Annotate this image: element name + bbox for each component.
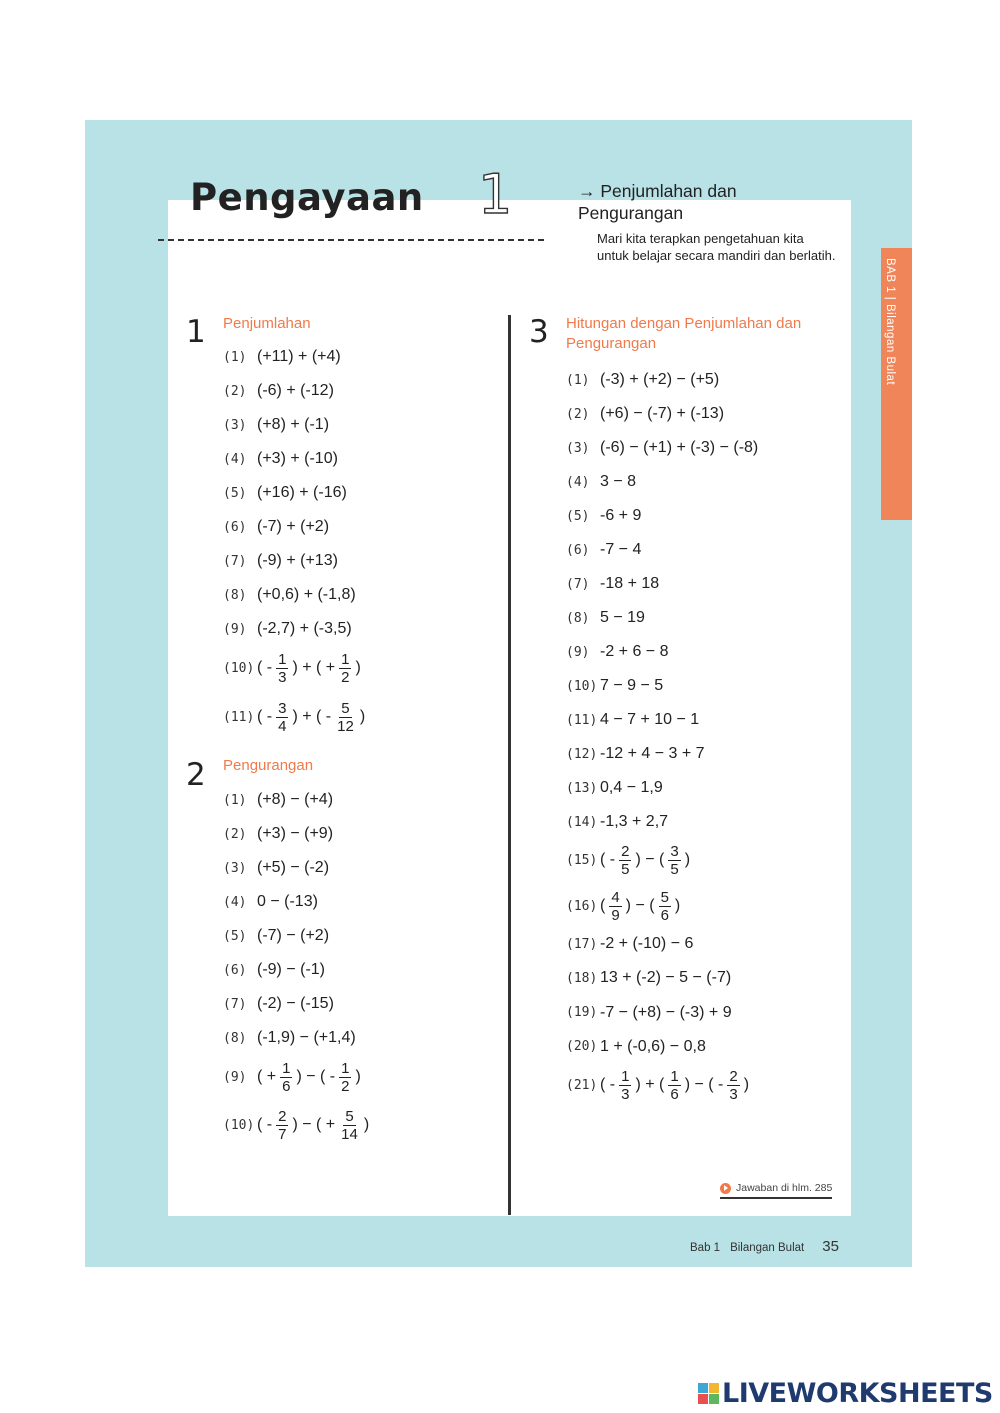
chapter-side-tab-label: BAB 1 | Bilangan Bulat [884, 258, 896, 386]
exercise-item [223, 378, 334, 404]
exercise-index: (16) [566, 898, 598, 914]
liveworksheets-logo-icon [698, 1383, 719, 1404]
exercise-item [223, 648, 361, 688]
exercise-index: (6) [223, 519, 247, 535]
footer-chapter: Bab 1 [690, 1242, 721, 1254]
exercise-item [223, 855, 329, 881]
exercise-item [223, 344, 341, 370]
exercise-expression: (-7) + (+2) [257, 518, 330, 535]
exercise-expression: (-7) − (+2) [257, 927, 330, 944]
exercise-item [566, 886, 680, 926]
exercise-index: (8) [566, 610, 590, 626]
exercise-expression: 13 + (-2) − 5 − (-7) [600, 969, 732, 987]
exercise-item [566, 605, 645, 631]
section-1-number: 1 [186, 314, 206, 350]
exercise-expression: -12 + 4 − 3 + 7 [600, 745, 705, 762]
exercise-index: (6) [566, 542, 590, 558]
exercise-index: (5) [223, 928, 247, 944]
expression-part: ( - [600, 1076, 616, 1093]
fraction [276, 1108, 288, 1143]
exercise-expression: 0,4 − 1,9 [600, 779, 663, 796]
exercise-index: (10) [223, 660, 255, 676]
exercise-expression: -7 − 4 [600, 541, 642, 558]
fraction-denominator: 6 [660, 906, 669, 924]
exercise-index: (7) [223, 996, 247, 1012]
fraction [276, 651, 288, 686]
exercise-expression: 1 + (-0,6) − 0,8 [600, 1037, 706, 1055]
fraction-numerator: 1 [278, 650, 287, 668]
exercise-index: (20) [566, 1039, 598, 1055]
fraction-numerator: 5 [660, 888, 669, 906]
exercise-expression: (+11) + (+4) [257, 348, 341, 365]
exercise-expression: (-1,9) − (+1,4) [257, 1029, 356, 1046]
topic-heading: → Penjumlahan dan Pengurangan [578, 181, 737, 223]
exercise-item [566, 571, 659, 597]
exercise-index: (1) [566, 372, 590, 388]
exercise-item [223, 1105, 369, 1145]
exercise-item [566, 1034, 706, 1060]
exercise-expression: -1,3 + 2,7 [600, 813, 669, 830]
fraction-denominator: 7 [278, 1125, 287, 1143]
exercise-index: (1) [223, 792, 247, 808]
expression-part: ( - [600, 851, 616, 868]
exercise-expression: -2 + (-10) − 6 [600, 935, 694, 952]
exercise-index: (5) [566, 508, 590, 524]
fraction-numerator: 1 [670, 1067, 679, 1085]
column-divider [508, 315, 511, 1215]
expression-part: ( - [257, 708, 273, 725]
exercise-expression: (-2) − (-15) [257, 995, 334, 1012]
fraction-denominator: 5 [670, 860, 679, 878]
exercise-item [566, 840, 690, 880]
title-underline [158, 239, 544, 241]
page-title: Pengayaan [190, 176, 424, 219]
exercise-item [223, 548, 338, 574]
exercise-index: (5) [223, 485, 247, 501]
answer-reference[interactable] [720, 1182, 832, 1199]
exercise-expression: 4 − 7 + 10 − 1 [600, 711, 700, 728]
fraction-numerator: 3 [670, 842, 679, 860]
exercise-item [566, 809, 668, 835]
exercise-index: (12) [566, 746, 598, 762]
expression-part: ) + ( - [292, 708, 332, 725]
section-2-title: Pengurangan [223, 757, 314, 774]
fraction [339, 651, 351, 686]
exercise-index: (21) [566, 1077, 598, 1093]
exercise-expression: (-2,7) + (-3,5) [257, 620, 352, 637]
exercise-item [223, 889, 318, 915]
expression-part: ) [363, 1116, 370, 1133]
fraction-numerator: 5 [341, 699, 350, 717]
fraction [276, 700, 288, 735]
exercise-expression: (-3) + (+2) − (+5) [600, 371, 720, 388]
exercise-expression: (-6) + (-12) [257, 382, 334, 399]
topic-description: Mari kita terapkan pengetahuan kita untuk belajar secara mandiri dan berlatih. [597, 231, 836, 263]
fraction [609, 889, 621, 924]
exercise-item [566, 1065, 749, 1105]
exercise-index: (10) [566, 678, 598, 694]
exercise-item [566, 401, 724, 427]
expression-part: ) − ( - [296, 1068, 336, 1085]
expression-part: ) − ( [625, 897, 655, 914]
exercise-expression: 5 − 19 [600, 609, 645, 626]
fraction-numerator: 1 [341, 650, 350, 668]
fraction-numerator: 2 [621, 842, 630, 860]
exercise-index: (6) [223, 962, 247, 978]
fraction-denominator: 3 [278, 668, 287, 686]
fraction-denominator: 4 [278, 717, 287, 735]
exercise-item [223, 582, 356, 608]
fraction [335, 700, 356, 735]
exercise-item [566, 639, 669, 665]
exercise-item [223, 697, 365, 737]
fraction-numerator: 1 [282, 1059, 291, 1077]
fraction [339, 1108, 360, 1143]
exercise-expression [257, 700, 365, 735]
expression-part: ) [355, 659, 361, 676]
exercise-expression: 0 − (-13) [257, 893, 318, 910]
expression-part: ) [674, 897, 681, 914]
section-3-number: 3 [529, 314, 549, 350]
exercise-index: (3) [223, 417, 247, 433]
liveworksheets-watermark [698, 1378, 993, 1409]
answer-reference-text: Jawaban di hlm. 285 [736, 1182, 833, 1194]
exercise-item [566, 469, 636, 495]
exercise-index: (3) [223, 860, 247, 876]
fraction [619, 843, 631, 878]
exercise-item [566, 435, 758, 461]
exercise-index: (13) [566, 780, 598, 796]
expression-part: ( [600, 897, 606, 914]
exercise-expression: (-9) + (+13) [257, 552, 338, 569]
exercise-index: (11) [223, 709, 255, 725]
expression-part: ) [359, 708, 366, 725]
fraction-denominator: 2 [341, 668, 350, 686]
fraction-numerator: 1 [621, 1067, 630, 1085]
exercise-index: (19) [566, 1005, 598, 1021]
exercise-index: (7) [566, 576, 590, 592]
exercise-index: (10) [223, 1117, 255, 1133]
fraction [727, 1068, 739, 1103]
fraction-denominator: 12 [337, 717, 354, 735]
expression-part: ( - [257, 659, 273, 676]
fraction-denominator: 3 [621, 1085, 630, 1103]
exercise-item [566, 707, 699, 733]
fraction-numerator: 4 [611, 888, 620, 906]
exercise-expression: (+0,6) + (-1,8) [257, 586, 356, 603]
expression-part: ) − ( - [684, 1076, 724, 1093]
exercise-item [223, 787, 333, 813]
exercise-index: (9) [223, 1069, 247, 1085]
fraction-numerator: 2 [278, 1107, 287, 1125]
exercise-expression [257, 1108, 369, 1143]
exercise-item [223, 1025, 356, 1051]
exercise-item [566, 965, 731, 991]
fraction-denominator: 2 [341, 1077, 350, 1095]
exercise-expression: 7 − 9 − 5 [600, 677, 664, 694]
exercise-expression: (+8) + (-1) [257, 416, 330, 433]
exercise-item [566, 931, 693, 957]
exercise-index: (4) [223, 894, 247, 910]
exercise-item [566, 673, 663, 699]
fraction [659, 889, 671, 924]
exercise-item [223, 480, 347, 506]
exercise-index: (9) [223, 621, 247, 637]
fraction-numerator: 2 [729, 1067, 738, 1085]
exercise-expression: (+5) − (-2) [257, 859, 330, 876]
exercise-expression: -18 + 18 [600, 575, 660, 592]
exercise-item [223, 923, 329, 949]
exercise-expression: (-9) − (-1) [257, 961, 325, 978]
exercise-expression [600, 1068, 749, 1103]
exercise-item [566, 1000, 732, 1026]
footer-chapter-name: Bilangan Bulat [730, 1242, 805, 1254]
exercise-index: (18) [566, 970, 598, 986]
fraction-denominator: 9 [611, 906, 620, 924]
expression-part: ) [743, 1076, 750, 1093]
fraction [668, 843, 680, 878]
fraction [339, 1060, 351, 1095]
expression-part: ) [684, 851, 691, 868]
section-2-number: 2 [186, 757, 206, 793]
exercise-index: (2) [223, 383, 247, 399]
exercise-item [223, 991, 334, 1017]
exercise-expression: (+3) − (+9) [257, 825, 334, 842]
fraction-numerator: 5 [345, 1107, 354, 1125]
exercise-item [566, 741, 705, 767]
fraction-denominator: 6 [282, 1077, 291, 1095]
section-3-title: Hitungan dengan Penjumlahan dan Pengurangan [566, 315, 802, 352]
exercise-expression: -2 + 6 − 8 [600, 643, 669, 660]
exercise-item [566, 503, 641, 529]
title-number: 1 [478, 163, 513, 226]
exercise-expression [600, 843, 690, 878]
exercise-item [566, 775, 663, 801]
exercise-index: (4) [223, 451, 247, 467]
exercise-index: (4) [566, 474, 590, 490]
exercise-expression: (+8) − (+4) [257, 791, 334, 808]
fraction-denominator: 5 [621, 860, 630, 878]
exercise-index: (11) [566, 712, 598, 728]
fraction-denominator: 3 [729, 1085, 738, 1103]
expression-part: ) − ( + [292, 1116, 336, 1133]
expression-part: ) + ( + [292, 659, 336, 676]
exercise-index: (9) [566, 644, 590, 660]
exercise-item [223, 514, 329, 540]
exercise-expression: (-6) − (+1) + (-3) − (-8) [600, 439, 759, 456]
page-footer [690, 1238, 839, 1255]
exercise-index: (8) [223, 1030, 247, 1046]
expression-part: ) [355, 1068, 361, 1085]
fraction-numerator: 1 [341, 1059, 350, 1077]
exercise-expression: (+16) + (-16) [257, 484, 347, 501]
exercise-index: (1) [223, 349, 247, 365]
exercise-index: (3) [566, 440, 590, 456]
exercise-index: (14) [566, 814, 598, 830]
exercise-index: (7) [223, 553, 247, 569]
exercise-expression [257, 1060, 361, 1095]
exercise-index: (17) [566, 936, 598, 952]
exercise-expression: 3 − 8 [600, 473, 637, 490]
exercise-item [223, 446, 338, 472]
exercise-index: (15) [566, 852, 598, 868]
exercise-index: (2) [566, 406, 590, 422]
section-1-title: Penjumlahan [223, 315, 311, 332]
exercise-item [223, 412, 329, 438]
fraction-denominator: 14 [341, 1125, 358, 1143]
exercise-index: (2) [223, 826, 247, 842]
expression-part: ( + [257, 1068, 277, 1085]
play-icon [720, 1183, 731, 1194]
fraction [280, 1060, 292, 1095]
exercise-item [223, 821, 333, 847]
exercise-expression [257, 651, 361, 686]
watermark-text: LIVEWORKSHEETS [722, 1378, 993, 1409]
exercise-expression: -6 + 9 [600, 507, 642, 524]
exercise-index: (8) [223, 587, 247, 603]
exercise-item [223, 957, 325, 983]
fraction-denominator: 6 [670, 1085, 679, 1103]
exercise-expression: (+6) − (-7) + (-13) [600, 405, 725, 422]
chapter-side-tab [881, 248, 912, 520]
exercise-expression: -7 − (+8) − (-3) + 9 [600, 1003, 732, 1021]
exercise-item [566, 537, 641, 563]
fraction [668, 1068, 680, 1103]
expression-part: ) − ( [635, 851, 665, 868]
exercise-item [223, 616, 352, 642]
page-number: 35 [822, 1238, 839, 1255]
fraction [619, 1068, 631, 1103]
expression-part: ) + ( [635, 1076, 665, 1093]
expression-part: ( - [257, 1116, 273, 1133]
exercise-item [223, 1057, 361, 1097]
exercise-item [566, 367, 719, 393]
exercise-expression: (+3) + (-10) [257, 450, 338, 467]
exercise-expression [600, 889, 680, 924]
fraction-numerator: 3 [278, 699, 287, 717]
